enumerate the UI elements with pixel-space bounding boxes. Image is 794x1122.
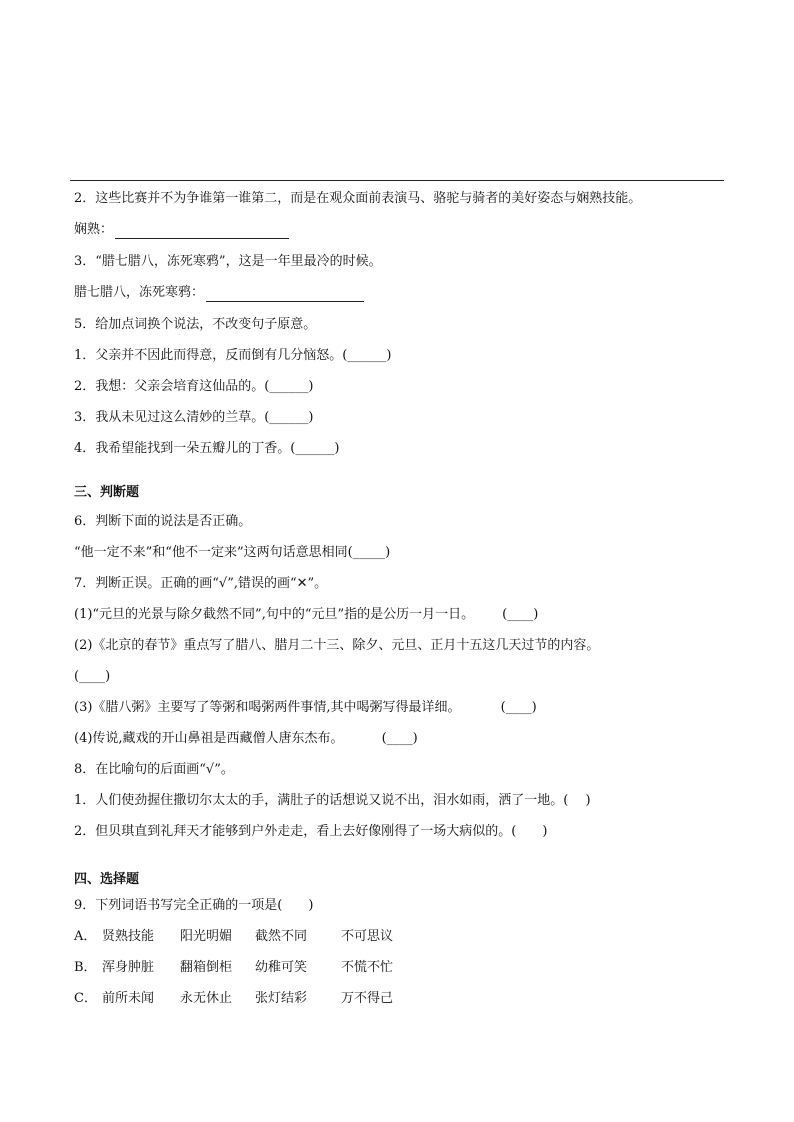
q5-item-1-text: 1．父亲并不因此而得意，反而倒有几分恼怒。 xyxy=(74,348,343,363)
option-word: 幼稚可笑 xyxy=(255,960,308,975)
q5-stem: 5．给加点词换个说法，不改变句子原意。 xyxy=(74,317,317,332)
q9-stem: 9．下列词语书写完全正确的一项是( ) xyxy=(74,898,314,913)
q5-item-2-blank[interactable]: (______) xyxy=(264,379,314,394)
option-letter: B． xyxy=(74,960,97,975)
q3-answer-line xyxy=(74,284,364,302)
q5-item-3-blank[interactable]: (______) xyxy=(264,410,314,425)
option-word: 不慌不忙 xyxy=(341,960,394,975)
q8-item-1-blank[interactable]: ( ) xyxy=(563,793,591,808)
q5-item-2-text: 2．我想：父亲会培育这仙品的。 xyxy=(74,379,265,394)
option-letter: C． xyxy=(74,991,97,1006)
section-four-heading: 四、选择题 xyxy=(74,872,140,887)
q5-item-4 xyxy=(74,440,339,458)
q3-word-label: 腊七腊八，冻死寒鸦： xyxy=(74,285,205,300)
q8-stem: 8．在比喻句的后面画“√”。 xyxy=(74,762,234,777)
q5-item-1 xyxy=(74,347,391,365)
q8-item-2-text: 2．但贝琪直到礼拜天才能够到户外走走，看上去好像刚得了一场大病似的。 xyxy=(74,824,512,839)
q7-item-4-blank[interactable]: (____) xyxy=(381,731,418,746)
q3-sentence: 3．“腊七腊八，冻死寒鸦”，这是一年里最冷的时候。 xyxy=(74,254,382,269)
option-word: 截然不同 xyxy=(255,929,308,944)
q5-item-4-text: 4．我希望能找到一朵五瓣儿的丁香。 xyxy=(74,441,291,456)
q8-item-1 xyxy=(74,792,591,810)
option-word: 万不得己 xyxy=(341,991,394,1006)
q5-item-4-blank[interactable]: (______) xyxy=(290,441,340,456)
q5-item-3 xyxy=(74,409,313,427)
option-word: 不可思议 xyxy=(341,929,394,944)
q5-item-1-blank[interactable]: (______) xyxy=(342,348,392,363)
option-word: 阳光明媚 xyxy=(180,929,233,944)
q8-item-2 xyxy=(74,823,547,841)
q5-item-3-text: 3．我从未见过这么清妙的兰草。 xyxy=(74,410,265,425)
q7-item-3 xyxy=(74,699,537,717)
q7-item-3-blank[interactable]: (____) xyxy=(500,700,537,715)
q7-item-4-text: (4)传说,藏戏的开山鼻祖是西藏僧人唐东杰布。 xyxy=(74,731,344,746)
option-word: 贤熟技能 xyxy=(102,929,155,944)
option-word: 浑身肿脏 xyxy=(102,960,155,975)
q7-item-2-blank[interactable] xyxy=(74,668,110,686)
q2-answer-line xyxy=(74,221,289,239)
q2-answer-blank[interactable] xyxy=(115,224,289,239)
q2-word-label: 娴熟： xyxy=(74,222,114,237)
q3-answer-blank[interactable] xyxy=(206,287,364,302)
q6-stem: 6．判断下面的说法是否正确。 xyxy=(74,514,252,529)
option-word: 前所未闻 xyxy=(102,991,155,1006)
q7-item-4 xyxy=(74,730,418,748)
header-rule xyxy=(70,180,724,181)
q9-option-b[interactable] xyxy=(74,959,393,977)
option-letter: A． xyxy=(74,929,97,944)
q6-statement-text: “他一定不来”和“他不一定来”这两句话意思相同 xyxy=(74,545,348,560)
q7-stem: 7．判断正误。正确的画“√”,错误的画“✕”。 xyxy=(74,576,328,591)
q7-item-2-blank-paren[interactable]: (____) xyxy=(74,669,111,684)
q7-item-1-blank[interactable]: (____) xyxy=(502,607,539,622)
q6-statement xyxy=(74,544,390,562)
q8-item-1-text: 1．人们使劲握住撒切尔太太的手，满肚子的话想说又说不出，泪水如雨，洒了一地。 xyxy=(74,793,564,808)
option-word: 张灯结彩 xyxy=(255,991,308,1006)
q9-option-c[interactable] xyxy=(74,990,393,1008)
q2-sentence: 2．这些比赛并不为争谁第一谁第二，而是在观众面前表演马、骆驼与骑者的美好姿态与娴熟技能。 xyxy=(74,191,642,206)
q5-item-2 xyxy=(74,378,313,396)
option-word: 翻箱倒柜 xyxy=(180,960,233,975)
section-three-heading: 三、判断题 xyxy=(74,485,140,500)
option-word: 永无休止 xyxy=(180,991,233,1006)
q9-option-a[interactable] xyxy=(74,928,393,946)
q7-item-2-text: (2)《北京的春节》重点写了腊八、腊月二十三、除夕、元旦、正月十五这几天过节的内容。 xyxy=(74,638,600,653)
q7-item-1 xyxy=(74,606,538,624)
q7-item-3-text: (3)《腊八粥》主要写了等粥和喝粥两件事情,其中喝粥写得最详细。 xyxy=(74,700,461,715)
q7-item-1-text: (1)“元旦的光景与除夕截然不同”,句中的“元旦”指的是公历一月一日。 xyxy=(74,607,475,622)
q8-item-2-blank[interactable]: ( ) xyxy=(511,824,548,839)
q6-blank[interactable]: (_____) xyxy=(347,545,391,560)
